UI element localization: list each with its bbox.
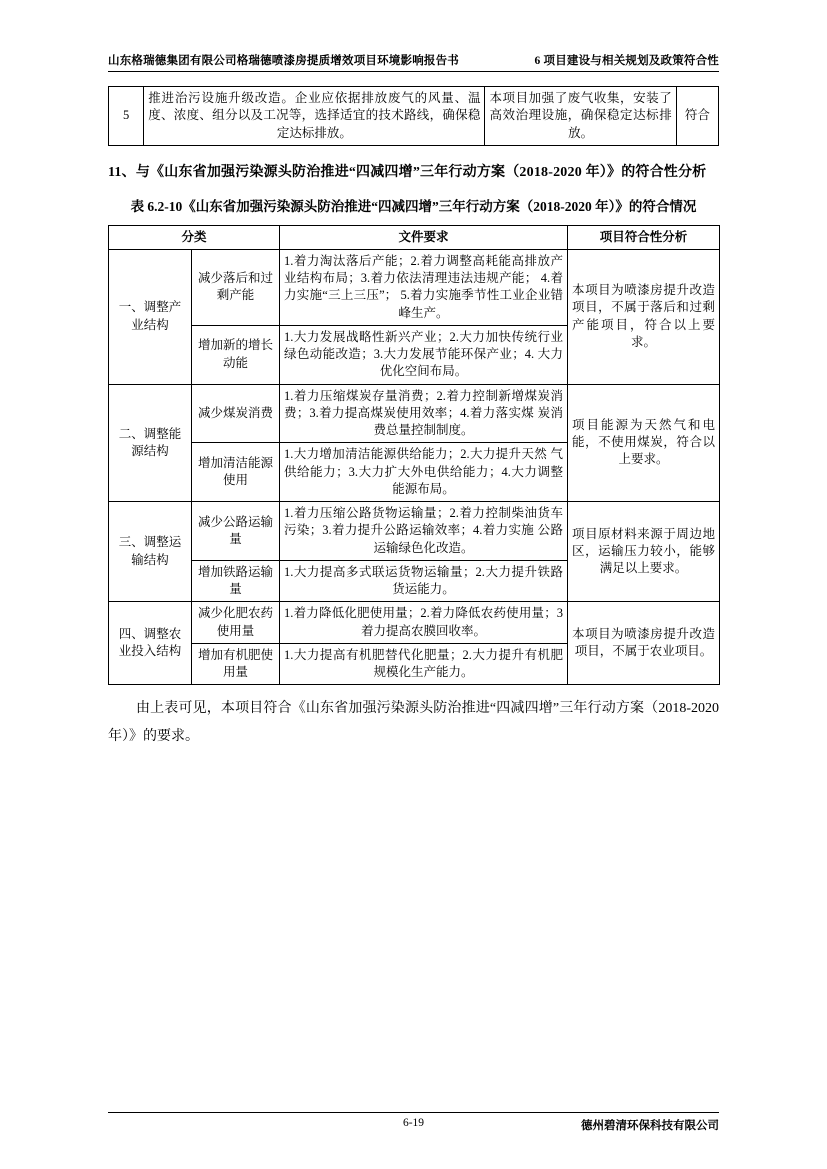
header-left-text: 山东格瑞德集团有限公司格瑞德喷漆房提质增效项目环境影响报告书 [108,55,459,67]
header-right-text: 6 项目建设与相关规划及政策符合性 [534,55,719,67]
group-subcategory: 减少落后和过剩产能 [192,249,280,325]
group-subcategory: 增加清洁能源使用 [192,443,280,502]
group-requirement: 1.大力增加清洁能源供给能力；2.大力提升天然 气供给能力；3.大力扩大外电供给能力；4.大力调整能源布局。 [280,443,568,502]
section-title: 11、与《山东省加强污染源头防治推进“四减四增”三年行动方案（2018-2020 年）》的符合性分析 [108,164,707,180]
group-requirement: 1.大力发展战略性新兴产业；2.大力加快传统行业绿色动能改造；3.大力发展节能环保产业；4. 大力优化空间布局。 [280,325,568,384]
group-category: 一、调整产业结构 [109,249,192,384]
page-content [108,86,719,750]
group-subcategory: 减少煤炭消费 [192,384,280,443]
group-requirement: 1.大力提高多式联运货物运输量；2.大力提升铁路货运能力。 [280,560,568,602]
group-analysis: 项目能源为天然气和电能，不使用煤炭，符合以上要求。 [568,384,720,502]
table-row [109,249,720,325]
page-footer [108,1112,719,1132]
row-analysis: 本项目加强了废气收集，安装了高效治理设施，确保稳定达标排放。 [485,87,676,146]
conclusion-paragraph: 由上表可见，本项目符合《山东省加强污染源头防治推进“四减四增”三年行动方案（2018-2020 年）》的要求。 [108,701,719,744]
group-requirement: 1.大力提高有机肥替代化肥量；2.大力提升有机肥规模化生产能力。 [280,643,568,685]
footer-company: 德州碧清环保科技有限公司 [581,1120,719,1132]
group-subcategory: 增加铁路运输量 [192,560,280,602]
group-subcategory: 增加有机肥使用量 [192,643,280,685]
header-requirement: 文件要求 [280,225,568,249]
group-requirement: 1.着力压缩煤炭存量消费；2.着力控制新增煤炭消费；3.着力提高煤炭使用效率；4.着力落实煤 炭消费总量控制制度。 [280,384,568,443]
group-subcategory: 减少公路运输量 [192,502,280,561]
group-requirement: 1.着力淘汰落后产能；2.着力调整高耗能高排放产业结构布局；3.着力依法清理违法违规产能； 4.着力实施“三上三压”； 5.着力实施季节性工业企业错峰生产。 [280,249,568,325]
group-category: 四、调整农业投入结构 [109,602,192,685]
header-category: 分类 [109,225,280,249]
group-subcategory: 增加新的增长动能 [192,325,280,384]
table-row [109,602,720,644]
group-subcategory: 减少化肥农药使用量 [192,602,280,644]
group-analysis: 本项目为喷漆房提升改造项目，不属于落后和过剩产能项目，符合以上要求。 [568,249,720,384]
table-caption: 表 6.2-10《山东省加强污染源头防治推进“四减四增”三年行动方案（2018-2020 年）》的符合情况 [130,198,697,214]
group-analysis: 项目原材料来源于周边地区，运输压力较小，能够满足以上要求。 [568,502,720,602]
row-requirement: 推进治污设施升级改造。企业应依据排放废气的风量、温度、浓度、组分以及工况等，选择适宜的技术路线，确保稳定达标排放。 [144,87,485,146]
row-result: 符合 [676,87,718,146]
group-requirement: 1.着力降低化肥使用量；2.着力降低农药使用量；3着力提高农膜回收率。 [280,602,568,644]
header-analysis: 项目符合性分析 [568,225,720,249]
table-row [109,502,720,561]
group-category: 三、调整运输结构 [109,502,192,602]
table-header-row [109,225,720,249]
page-number: 6-19 [402,1117,425,1129]
table-row [109,87,719,146]
group-requirement: 1.着力压缩公路货物运输量；2.着力控制柴油货车污染；3.着力提升公路运输效率；4.着力实施 公路运输绿色化改造。 [280,502,568,561]
row-number: 5 [109,87,144,146]
page-header [108,52,719,72]
group-analysis: 本项目为喷漆房提升改造项目，不属于农业项目。 [568,602,720,685]
policy-compliance-table-continued [108,86,719,146]
group-category: 二、调整能源结构 [109,384,192,502]
four-reductions-four-increases-table [108,225,720,686]
table-row [109,384,720,443]
